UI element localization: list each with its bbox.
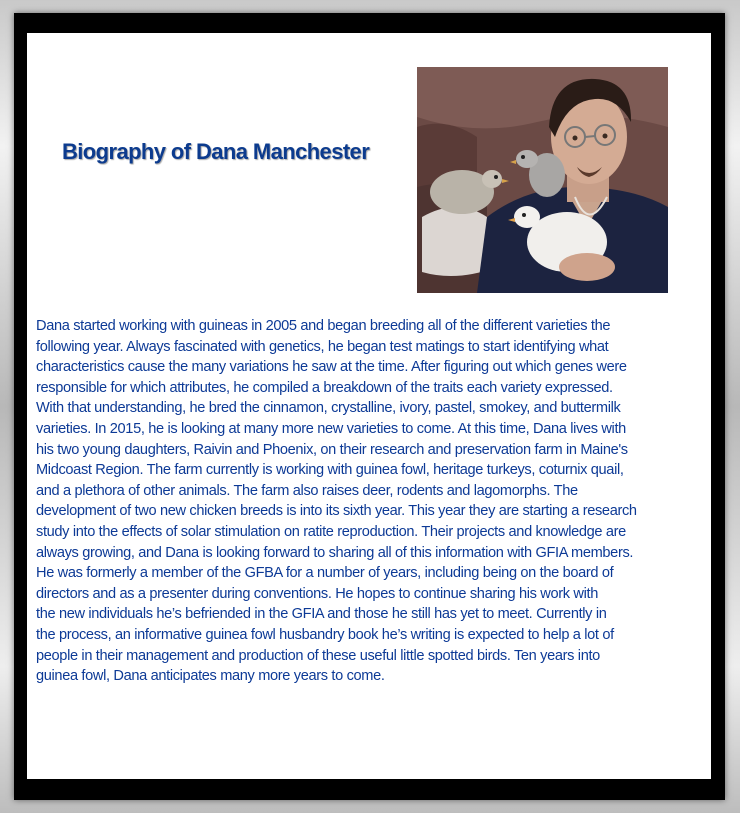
bio-line: characteristics cause the many variations he saw at the time. After figuring out which genes were (36, 359, 627, 376)
black-frame (14, 13, 725, 800)
bio-line: his two young daughters, Raivin and Phoenix, on their research and preservation farm in Maine's (36, 441, 628, 458)
bio-line: always growing, and Dana is looking forward to sharing all of this information with GFIA members. (36, 544, 634, 561)
bio-line: development of two new chicken breeds is into its sixth year. This year they are starting a research (36, 503, 637, 520)
bio-line: following year. Always fascinated with genetics, he began test matings to start identifying what (36, 338, 609, 355)
bio-line: the new individuals he’s befriended in the GFIA and those he still has yet to meet. Currently in (36, 606, 607, 623)
bio-line: and a plethora of other animals. The farm also raises deer, rodents and lagomorphs. The (36, 482, 578, 499)
bio-line: Dana started working with guineas in 2005 and began breeding all of the different varieties the (36, 318, 611, 334)
biography-text (36, 316, 708, 687)
bio-line: varieties. In 2015, he is looking at many more new varieties to come. At this time, Dana lives with (36, 420, 626, 437)
bio-line: With that understanding, he bred the cinnamon, crystalline, ivory, pastel, smokey, and buttermilk (36, 400, 621, 417)
page-title: Biography of Dana Manchester (62, 139, 370, 164)
bio-line: responsible for which attributes, he compiled a breakdown of the traits each variety expressed. (36, 379, 613, 396)
portrait-photo (417, 67, 668, 293)
portrait-photo-illustration (417, 67, 668, 293)
bio-line: the process, an informative guinea fowl husbandry book he’s writing is expected to help a lot of (36, 626, 614, 643)
biography-page (27, 33, 711, 779)
bio-line: study into the effects of solar stimulation on ratite reproduction. Their projects and knowledge are (36, 523, 626, 540)
bio-line: guinea fowl, Dana anticipates many more years to come. (36, 668, 385, 685)
bio-line: He was formerly a member of the GFBA for a number of years, including being on the board of (36, 565, 614, 582)
bio-line: directors and as a presenter during conventions. He hopes to continue sharing his work with (36, 585, 598, 602)
bio-line: Midcoast Region. The farm currently is working with guinea fowl, heritage turkeys, coturnix quail, (36, 462, 624, 479)
bio-line: people in their management and production of these useful little spotted birds. Ten years into (36, 647, 600, 664)
